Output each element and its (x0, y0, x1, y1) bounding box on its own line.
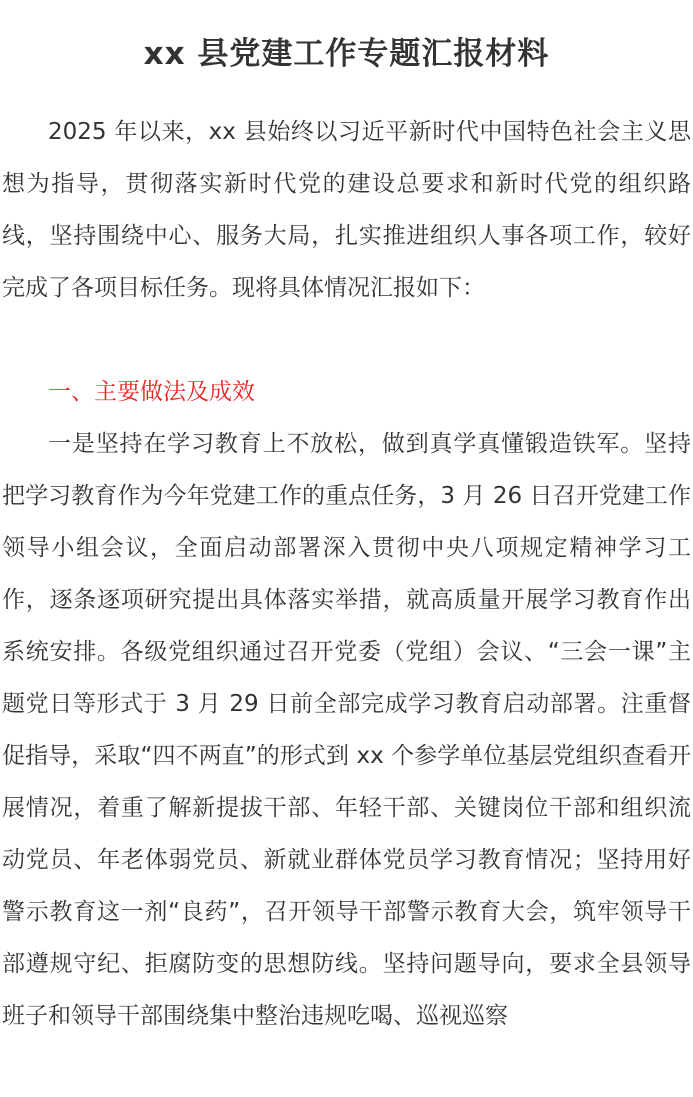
section-heading: 一、主要做法及成效 (48, 379, 255, 405)
document-title: xx 县党建工作专题汇报材料 (143, 36, 550, 72)
body-paragraph: 一是坚持在学习教育上不放松，做到真学真懂锻造铁军。坚持把学习教育作为今年党建工作的重点任务，3 月 26 日召开党建工作领导小组会议，全面启动部署深入贯彻中央八项规定精神学习工作，逐条逐项研究提出具体落实举措，就高质量开展学习教育作出系统安排。各级党组织通过召开党委（党组）会议、“三会一课”主题党日等形式于 3 月 29 日前全部完成学习教育启动部署。注重督促指导，采取“四不两直”的形式到 xx 个参学单位基层党组织查看开展情况，着重了解新提拔干部、年轻干部、关键岗位干部和组织流动党员、年老体弱党员、新就业群体党员学习教育情况；坚持用好警示教育这一剂“良药”，召开领导干部警示教育大会，筑牢领导干部遵规守纪、拒腐防变的思想防线。坚持问题导向，要求全县领导班子和领导干部围绕集中整治违规吃喝、巡视巡察 (2, 431, 691, 1029)
intro-paragraph: 2025 年以来，xx 县始终以习近平新时代中国特色社会主义思想为指导，贯彻落实新时代党的建设总要求和新时代党的组织路线，坚持围绕中心、服务大局，扎实推进组织人事各项工作，较好完成了各项目标任务。现将具体情况汇报如下： (2, 119, 691, 301)
